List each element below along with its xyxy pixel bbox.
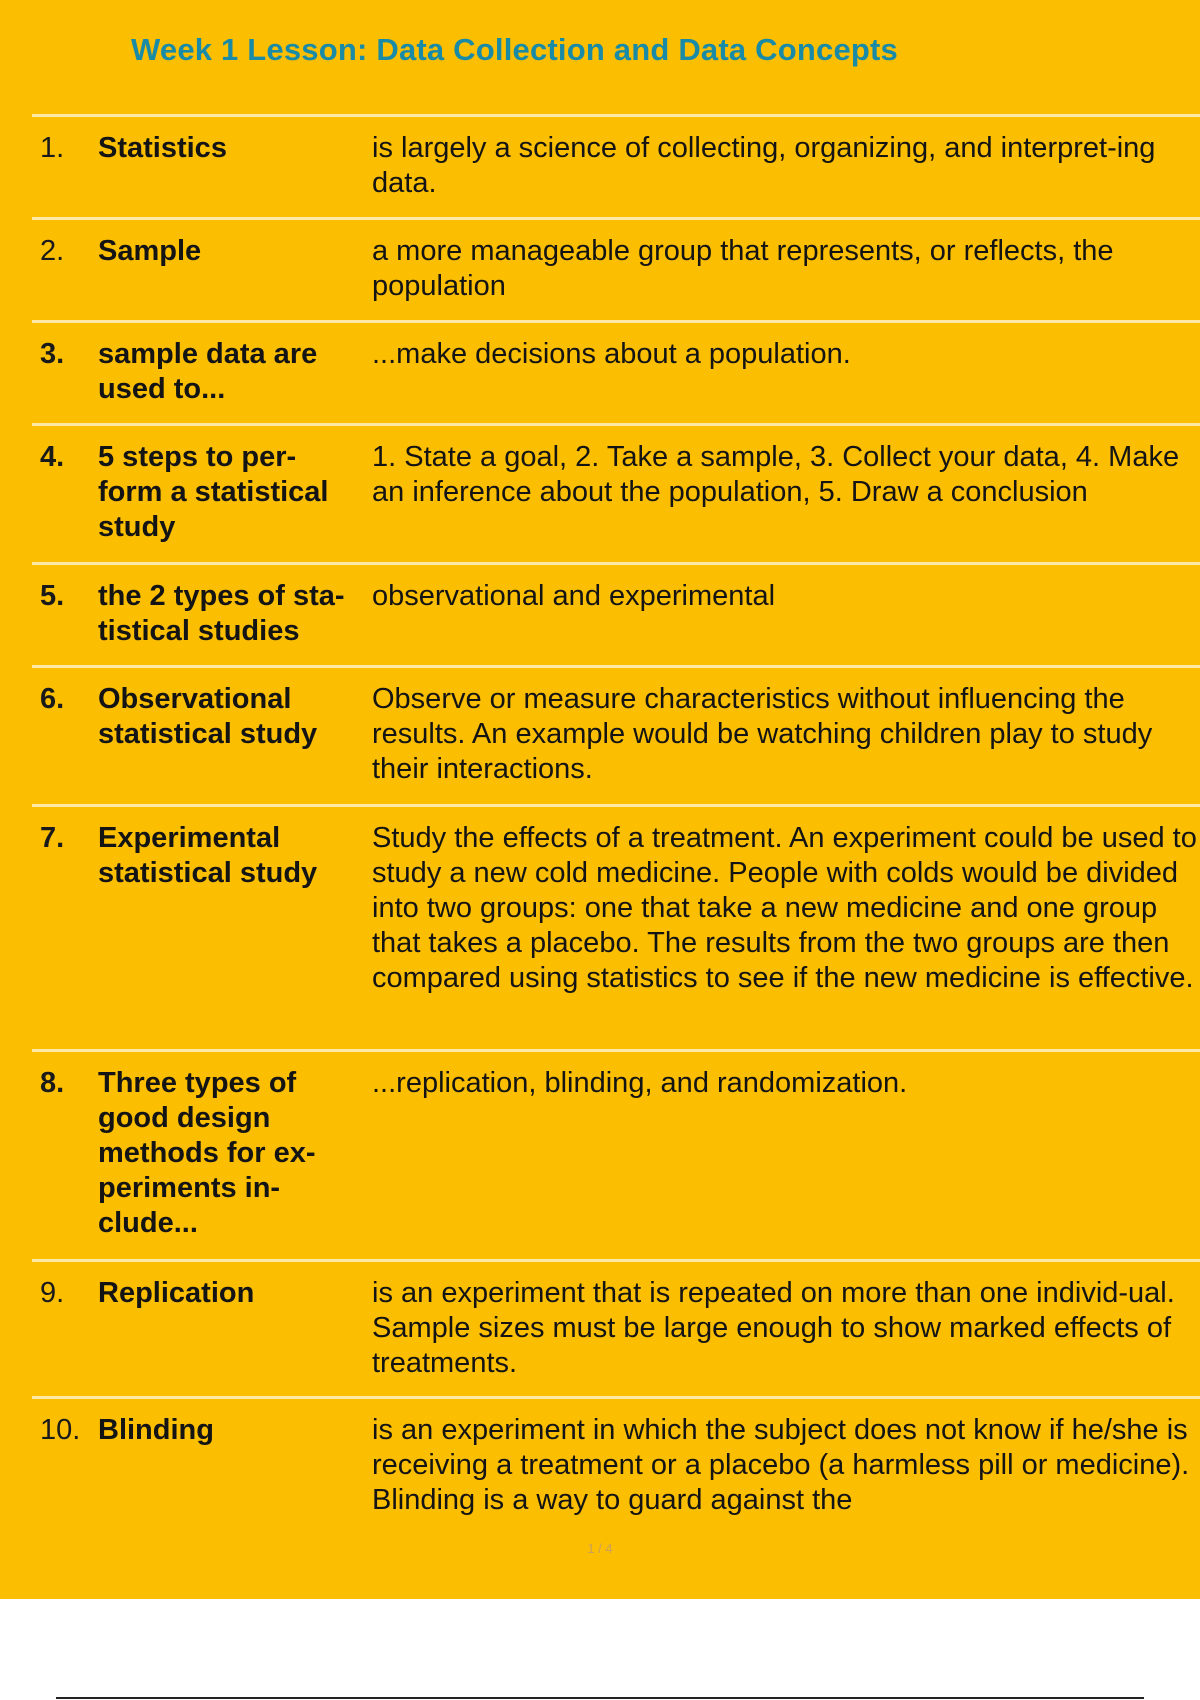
row-definition: is largely a science of collecting, organizing, and interpret-ing data. <box>372 132 1156 199</box>
row-term: Three types of good design methods for ex-periments in-clude... <box>98 1067 316 1239</box>
page-indicator: 1 / 4 <box>587 1541 613 1556</box>
glossary-row-6 <box>32 665 1200 804</box>
row-number: 6. <box>40 683 65 715</box>
row-definition: a more manageable group that represents, or reflects, the population <box>372 235 1114 302</box>
row-number: 4. <box>40 441 65 473</box>
row-number: 5. <box>40 580 65 612</box>
row-definition: Observe or measure characteristics without influencing the results. An example would be watching children play to study their interactions. <box>372 683 1153 785</box>
row-definition: ...replication, blinding, and randomization. <box>372 1067 908 1099</box>
row-term: Statistics <box>98 132 227 164</box>
glossary-row-4 <box>32 423 1200 562</box>
row-term: 5 steps to per-form a statistical study <box>98 441 329 543</box>
glossary-row-2 <box>32 217 1200 320</box>
row-number: 1. <box>40 132 65 164</box>
row-definition: ...make decisions about a population. <box>372 338 851 370</box>
row-number: 10. <box>40 1414 81 1446</box>
row-definition: Study the effects of a treatment. An experiment could be used to study a new cold medicine. People with colds would be divided into two groups: one that take a new medicine and one group that takes a placebo. The results from the two groups are then compared using statistics to see if the new medicine is effective. <box>372 822 1197 994</box>
row-term: sample data are used to... <box>98 338 318 405</box>
row-number: 9. <box>40 1277 65 1309</box>
row-number: 3. <box>40 338 65 370</box>
row-number: 8. <box>40 1067 65 1099</box>
row-number: 2. <box>40 235 65 267</box>
glossary-row-9 <box>32 1259 1200 1396</box>
row-term: Sample <box>98 235 202 267</box>
row-number: 7. <box>40 822 65 854</box>
row-term: Experimental statistical study <box>98 822 318 889</box>
footer-divider <box>56 1697 1144 1699</box>
glossary-row-10 <box>32 1396 1200 1546</box>
row-definition: is an experiment in which the subject does not know if he/she is receiving a treatment or a placebo (a harmless pill or medicine). Blinding is a way to guard against the <box>372 1414 1190 1516</box>
row-term: Replication <box>98 1277 255 1309</box>
row-definition: observational and experimental <box>372 580 776 612</box>
glossary-row-5 <box>32 562 1200 665</box>
row-definition: 1. State a goal, 2. Take a sample, 3. Collect your data, 4. Make an inference about the population, 5. Draw a conclusion <box>372 441 1180 508</box>
page-title: Week 1 Lesson: Data Collection and Data Concepts <box>131 32 898 67</box>
row-definition: is an experiment that is repeated on more than one individ-ual. Sample sizes must be large enough to show marked effects of treatments. <box>372 1277 1175 1379</box>
glossary-row-3 <box>32 320 1200 423</box>
glossary-row-7 <box>32 804 1200 1049</box>
row-term: Observational statistical study <box>98 683 318 750</box>
row-term: the 2 types of sta-tistical studies <box>98 580 345 647</box>
glossary-row-1 <box>32 114 1200 217</box>
row-term: Blinding <box>98 1414 214 1446</box>
glossary-row-8 <box>32 1049 1200 1259</box>
